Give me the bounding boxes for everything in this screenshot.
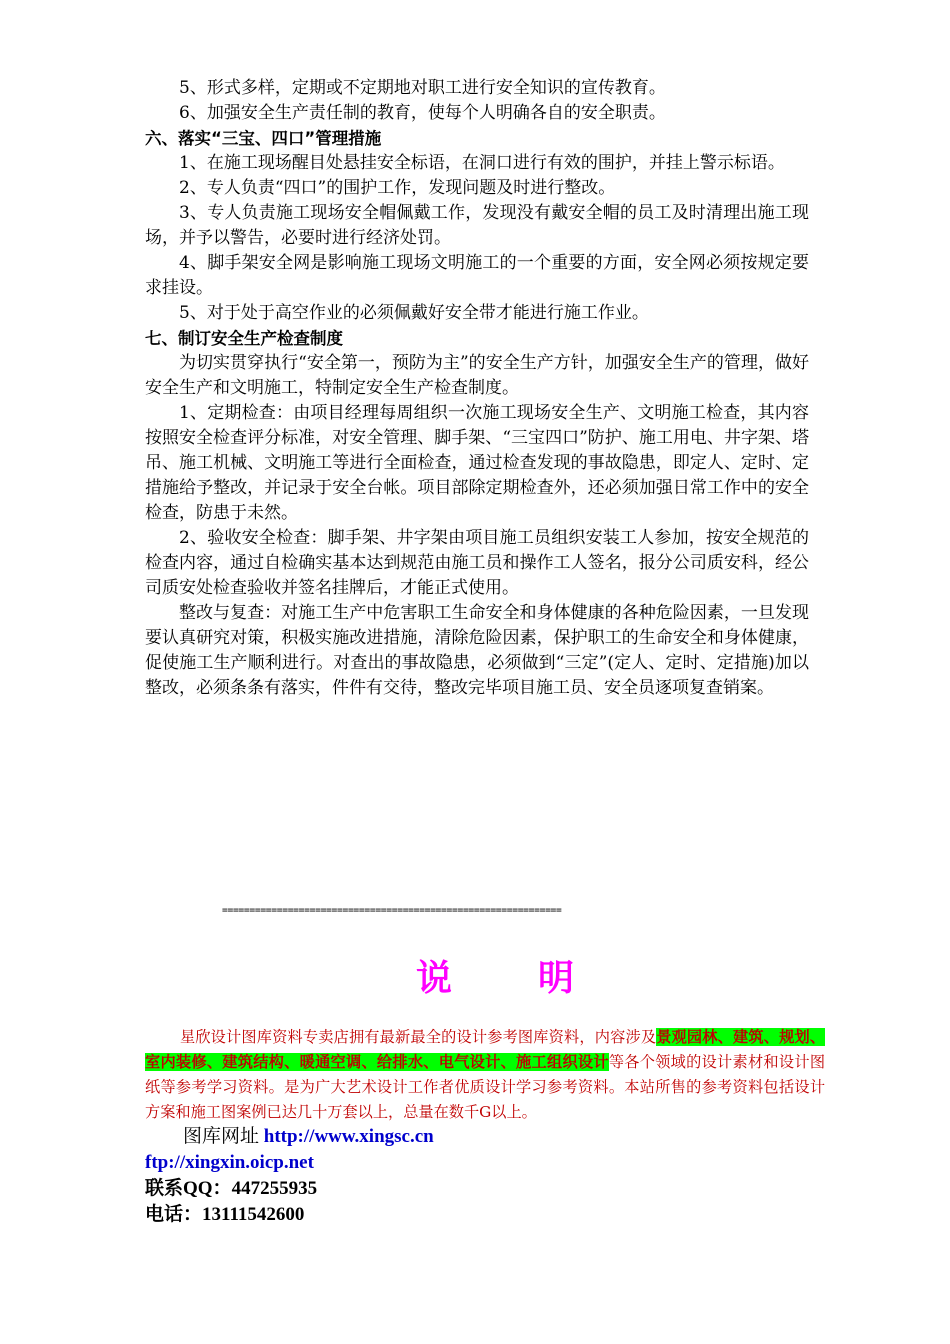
contact-block: [145, 1124, 845, 1228]
section-heading: 六、落实“三宝、四口”管理措施: [145, 129, 382, 148]
phone-row: [145, 1202, 845, 1228]
body-paragraph: 2、验收安全检查：脚手架、井字架由项目施工员组织安装工人参加，按安全规范的检查内容，通过自检确实基本达到规范由施工员和操作工人签名，报分公司质安科，经公司质安处检查验收并签名挂牌后，才能正式使用。: [145, 528, 809, 598]
body-paragraph: 1、在施工现场醒目处悬挂安全标语，在洞口进行有效的围护，并挂上警示标语。: [179, 153, 785, 173]
notice-title-char-2: 明: [538, 958, 575, 999]
notice-title-char-1: 说: [415, 958, 452, 999]
body-paragraph: 6、加强安全生产责任制的教育，使每个人明确各自的安全职责。: [179, 103, 666, 123]
notice-paragraph: [145, 1025, 825, 1125]
body-paragraph: 2、专人负责“四口”的围护工作，发现问题及时进行整改。: [179, 178, 616, 198]
body-paragraph: 整改与复查：对施工生产中危害职工生命安全和身体健康的各种危险因素，一旦发现要认真研究对策，积极实施改进措施，清除危险因素，保护职工的生命安全和身体健康，促使施工生产顺利进行。对查出的事故隐患，必须做到“三定”(定人、定时、定措施)加以整改，必须条条有落实，件件有交待，整改完毕项目施工员、安全员逐项复查销案。: [145, 603, 809, 698]
qq-row: [145, 1176, 845, 1202]
site-url-link[interactable]: http://www.xingsc.cn: [263, 1126, 434, 1147]
body-paragraph: 4、脚手架安全网是影响施工现场文明施工的一个重要的方面，安全网必须按规定要求挂设。: [145, 253, 809, 298]
body-paragraph: 5、对于处于高空作业的必须佩戴好安全带才能进行施工作业。: [179, 303, 649, 323]
ftp-link[interactable]: ftp://xingxin.oicp.net: [145, 1152, 314, 1173]
qq-label: 联系QQ：: [145, 1178, 232, 1199]
body-paragraph: 为切实贯穿执行“安全第一，预防为主”的安全生产方针，加强安全生产的管理，做好安全生产和文明施工，特制定安全生产检查制度。: [145, 353, 809, 398]
phone-label: 电话：: [145, 1204, 203, 1225]
phone-number: 13111542600: [202, 1204, 305, 1225]
site-row: [145, 1124, 845, 1150]
qq-number: 447255935: [231, 1178, 318, 1199]
section-divider: ==============================================================: [222, 905, 562, 916]
document-body: [145, 76, 809, 701]
section-heading: 七、制订安全生产检查制度: [145, 329, 343, 348]
notice-highlight: 景观园林、建筑、规划、室内装修、建筑结构、暖通空调、给排水、电气设计、施工组织设计: [145, 1028, 826, 1071]
body-paragraph: 1、定期检查：由项目经理每周组织一次施工现场安全生产、文明施工检查，其内容按照安全检查评分标准，对安全管理、脚手架、“三宝四口”防护、施工用电、井字架、塔吊、施工机械、文明施工等进行全面检查，通过检查发现的事故隐患，即定人、定时、定措施给予整改，并记录于安全台帐。项目部除定期检查外，还必须加强日常工作中的安全检查，防患于未然。: [145, 403, 809, 523]
notice-text: [145, 1025, 825, 1125]
body-paragraph: 5、形式多样，定期或不定期地对职工进行安全知识的宣传教育。: [179, 78, 666, 98]
body-paragraph: 3、专人负责施工现场安全帽佩戴工作，发现没有戴安全帽的员工及时清理出施工现场，并予以警告，必要时进行经济处罚。: [145, 203, 809, 248]
notice-title: [0, 950, 950, 1001]
site-label: 图库网址: [183, 1126, 260, 1147]
notice-text-after: 等各个领域的设计素材和设计图纸等参考学习资料。是为广大艺术设计工作者优质设计学习参考资料。本站所售的参考资料包括设计方案和施工图案例已达几十万套以上，总量在数千G以上。: [145, 1053, 826, 1121]
notice-text-before: 星欣设计图库资料专卖店拥有最新最全的设计参考图库资料，内容涉及: [179, 1028, 657, 1046]
